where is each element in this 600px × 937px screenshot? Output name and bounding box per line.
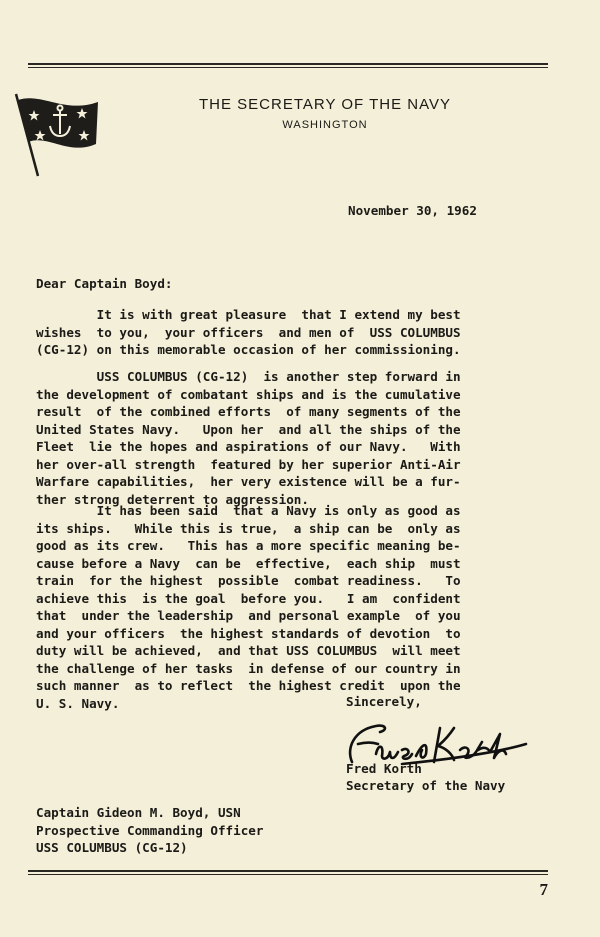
- recipient-address: [36, 804, 263, 857]
- recipient-position: Prospective Commanding Officer: [36, 822, 264, 838]
- top-double-rule: [28, 63, 548, 68]
- signer-name: Fred Korth: [346, 761, 422, 776]
- letterhead-title: THE SECRETARY OF THE NAVY: [199, 96, 451, 113]
- body-paragraph-2: USS COLUMBUS (CG-12) is another step forward in the development of combatant ships and is the cumulative result of the combined efforts of many segments of the United States Navy. Upon her and all the ships of the Fleet lie the hopes and aspirations of our Navy. With her over-all strength featured by her superior Anti-Air Warfare capabilities, her very existence will be a fur- ther strong deterrent to aggression.: [36, 369, 461, 507]
- bottom-double-rule: [28, 870, 548, 875]
- salutation: Dear Captain Boyd:: [36, 276, 173, 291]
- body-paragraph-1: It is with great pleasure that I extend my best wishes to you, your officers and men of USS COLUMBUS (CG-12) on this memorable occasion of her commissioning.: [36, 307, 461, 357]
- letterhead: [150, 96, 500, 131]
- signer-title: Secretary of the Navy: [346, 778, 506, 793]
- closing: Sincerely,: [346, 694, 422, 709]
- recipient-ship: USS COLUMBUS (CG-12): [36, 840, 188, 855]
- letterhead-subtitle: WASHINGTON: [282, 119, 368, 131]
- navy-flag-icon: [12, 92, 102, 178]
- body-paragraph-3: It has been said that a Navy is only as good as its ships. While this is true, a ship can be only as good as its crew. This has a more specific meaning be- cause before a Navy can be effective, each ship must train for the highest possible combat readiness. To achieve this is the goal before you. I am confident that under the leadership and personal example of you and your officers the highest standards of devotion to duty will be achieved, and that USS COLUMBUS will meet the challenge of her tasks in defense of our country in such manner as to reflect the highest credit upon the U. S. Navy.: [36, 503, 461, 711]
- letter-date: November 30, 1962: [348, 203, 477, 218]
- recipient-name: Captain Gideon M. Boyd, USN: [36, 805, 241, 820]
- page-number: 7: [539, 880, 548, 899]
